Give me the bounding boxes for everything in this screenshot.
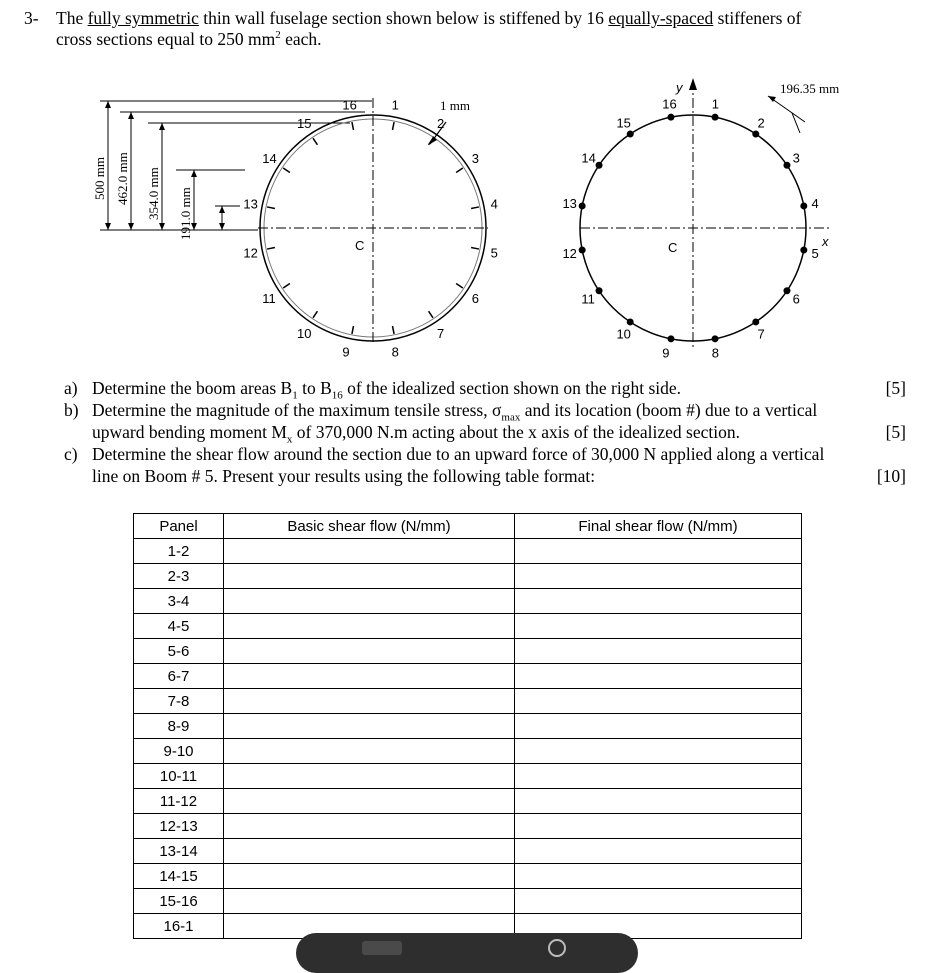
final-shear-flow-cell[interactable] — [515, 814, 802, 839]
stiffener-mark — [267, 207, 275, 209]
boom-dot — [627, 318, 634, 325]
basic-shear-flow-cell[interactable] — [224, 889, 515, 914]
basic-shear-flow-cell[interactable] — [224, 789, 515, 814]
basic-shear-flow-cell[interactable] — [224, 664, 515, 689]
final-shear-flow-cell[interactable] — [515, 614, 802, 639]
part-a-marks: [5] — [885, 378, 906, 398]
thickness-label: 1 mm — [440, 98, 470, 113]
final-shear-flow-cell[interactable] — [515, 889, 802, 914]
panel-cell: 12-13 — [134, 814, 224, 839]
boom-label: 7 — [757, 326, 765, 342]
stiffener-mark — [456, 168, 463, 172]
panel-cell: 13-14 — [134, 839, 224, 864]
axis-x-label: x — [822, 234, 829, 249]
final-shear-flow-cell[interactable] — [515, 539, 802, 564]
panel-cell: 16-1 — [134, 914, 224, 939]
stiffener-label: 6 — [471, 291, 479, 307]
stiffener-label: 2 — [437, 116, 445, 132]
stiffener-label: 16 — [342, 97, 357, 113]
panel-cell: 8-9 — [134, 714, 224, 739]
boom-label: 11 — [581, 291, 595, 307]
table-row — [134, 664, 802, 689]
table-row — [134, 714, 802, 739]
part-a: a) Determine the boom areas $B_1$ to $B_{16}$ of the idealized section shown on the right side. [5] — [64, 378, 906, 402]
panel-cell: 14-15 — [134, 864, 224, 889]
final-shear-flow-cell[interactable] — [515, 564, 802, 589]
stiffener-mark — [429, 311, 433, 318]
right-section-figure — [562, 78, 839, 361]
table-row — [134, 539, 802, 564]
table-body — [134, 539, 802, 939]
basic-shear-flow-cell[interactable] — [224, 689, 515, 714]
table-row — [134, 614, 802, 639]
question-text: The fully symmetric thin wall fuselage section shown below is stiffened by 16 equally-spaced stiffeners of cross sections equal to 250 $mm^2$ each. — [56, 8, 802, 49]
header-final-shear-flow: Final shear flow (N/mm) — [515, 514, 802, 539]
dim-191: 191.0 mm — [178, 187, 193, 240]
stiffener-mark — [352, 326, 354, 334]
basic-shear-flow-cell[interactable] — [224, 564, 515, 589]
basic-shear-flow-cell[interactable] — [224, 539, 515, 564]
boom-label: 13 — [562, 196, 577, 212]
stiffener-label: 10 — [296, 325, 312, 341]
stiffener-label: 13 — [243, 196, 258, 212]
boom-dot — [752, 318, 759, 325]
stiffener-mark — [471, 248, 479, 250]
final-shear-flow-cell[interactable] — [515, 639, 802, 664]
stiffener-mark — [313, 311, 317, 318]
question-parts — [64, 377, 914, 487]
part-c: c) Determine the shear flow around the section due to an upward force of 30,000 N applied along a vertical line on Boom # 5. Present your results using the following table format: [10] — [64, 444, 906, 486]
stiffener-label: 11 — [262, 291, 276, 307]
panel-cell: 9-10 — [134, 739, 224, 764]
boom-label: 16 — [662, 96, 677, 112]
final-shear-flow-cell[interactable] — [515, 839, 802, 864]
part-c-marks: [10] — [876, 466, 906, 486]
basic-shear-flow-cell[interactable] — [224, 589, 515, 614]
stiffener-mark — [352, 122, 354, 130]
table-row — [134, 764, 802, 789]
dim-500: 500 mm — [92, 157, 107, 200]
table-row — [134, 639, 802, 664]
stiffener-label: 15 — [296, 116, 312, 132]
basic-shear-flow-cell[interactable] — [224, 739, 515, 764]
final-shear-flow-cell[interactable] — [515, 589, 802, 614]
panel-cell: 11-12 — [134, 789, 224, 814]
final-shear-flow-cell[interactable] — [515, 789, 802, 814]
panel-cell: 6-7 — [134, 664, 224, 689]
stiffener-label: 9 — [342, 344, 350, 360]
viewer-toolbar-overlay[interactable] — [296, 933, 638, 973]
basic-shear-flow-cell[interactable] — [224, 764, 515, 789]
basic-shear-flow-cell[interactable] — [224, 814, 515, 839]
page-indicator[interactable] — [362, 941, 402, 955]
stiffener-label: 12 — [243, 245, 258, 261]
left-section-figure — [92, 97, 498, 359]
table-row — [134, 839, 802, 864]
boom-dot — [783, 287, 790, 294]
table-row — [134, 889, 802, 914]
left-centroid-label: C — [355, 238, 365, 253]
boom-label: 3 — [792, 150, 800, 166]
boom-label: 9 — [662, 345, 670, 361]
boom-label: 1 — [711, 96, 720, 112]
table-row — [134, 589, 802, 614]
zoom-icon[interactable] — [548, 939, 566, 957]
table-row — [134, 864, 802, 889]
part-b-marks: [5] — [885, 422, 906, 442]
radius-label: 196.35 mm — [780, 81, 840, 96]
final-shear-flow-cell[interactable] — [515, 664, 802, 689]
stiffener-mark — [313, 138, 317, 145]
table-row — [134, 739, 802, 764]
header-panel: Panel — [134, 514, 224, 539]
final-shear-flow-cell[interactable] — [515, 864, 802, 889]
boom-label: 14 — [581, 150, 596, 166]
dim-354: 354.0 mm — [146, 167, 161, 220]
boom-label: 5 — [811, 245, 819, 261]
final-shear-flow-cell[interactable] — [515, 689, 802, 714]
boom-dot — [712, 114, 719, 121]
boom-label: 4 — [811, 196, 819, 212]
right-centroid-label: C — [668, 240, 678, 255]
boom-dot — [596, 162, 603, 169]
boom-dot — [800, 247, 807, 254]
boom-dot — [712, 335, 719, 342]
panel-cell: 3-4 — [134, 589, 224, 614]
panel-cell: 15-16 — [134, 889, 224, 914]
panel-cell: 1-2 — [134, 539, 224, 564]
stiffener-mark — [283, 284, 290, 288]
header-basic-shear-flow: Basic shear flow (N/mm) — [224, 514, 515, 539]
figure — [0, 0, 930, 372]
panel-cell: 7-8 — [134, 689, 224, 714]
underlined-fully-symmetric: fully symmetric — [87, 8, 199, 28]
boom-dot — [752, 131, 759, 138]
boom-dot — [579, 247, 586, 254]
basic-shear-flow-cell[interactable] — [224, 864, 515, 889]
stiffener-label: 7 — [437, 325, 445, 341]
boom-dot — [783, 162, 790, 169]
shear-flow-table — [133, 513, 802, 939]
basic-shear-flow-cell[interactable] — [224, 639, 515, 664]
stiffener-mark — [471, 207, 479, 209]
final-shear-flow-cell[interactable] — [515, 764, 802, 789]
boom-label: 6 — [792, 291, 800, 307]
stiffener-mark — [283, 168, 290, 172]
panel-cell: 10-11 — [134, 764, 224, 789]
basic-shear-flow-cell[interactable] — [224, 839, 515, 864]
panel-cell: 2-3 — [134, 564, 224, 589]
stiffener-mark — [393, 122, 395, 130]
boom-dot — [667, 114, 674, 121]
part-b: b) Determine the magnitude of the maximum tensile stress, $\sigma_{max}$ and its location (boom #) due to a vertical upward bending moment $M_x$ of 370,000 N.m acting about the x axis of the idealized section. [5] — [64, 400, 906, 446]
boom-dot — [596, 287, 603, 294]
boom-dot — [800, 202, 807, 209]
underlined-equally-spaced: equally-spaced — [608, 8, 714, 28]
stiffener-label: 4 — [490, 196, 498, 212]
panel-cell: 4-5 — [134, 614, 224, 639]
boom-dot — [667, 335, 674, 342]
table-row — [134, 789, 802, 814]
final-shear-flow-cell[interactable] — [515, 714, 802, 739]
stiffener-label: 8 — [391, 344, 399, 360]
stiffener-label: 14 — [262, 150, 277, 166]
stiffener-label: 5 — [490, 245, 498, 261]
stiffener-label: 1 — [391, 97, 399, 113]
boom-label: 12 — [562, 245, 577, 261]
stiffener-mark — [267, 248, 275, 250]
stiffener-mark — [456, 284, 463, 288]
panel-cell: 5-6 — [134, 639, 224, 664]
stiffener-mark — [393, 326, 395, 334]
boom-label: 8 — [711, 345, 720, 361]
final-shear-flow-cell[interactable] — [515, 739, 802, 764]
boom-label: 10 — [616, 326, 631, 342]
table-header-row — [134, 514, 802, 539]
stiffener-label: 3 — [471, 150, 479, 166]
table-row — [134, 689, 802, 714]
boom-label: 2 — [757, 115, 765, 131]
table-row — [134, 564, 802, 589]
boom-dot — [627, 131, 634, 138]
table-row — [134, 814, 802, 839]
dim-462: 462.0 mm — [115, 152, 130, 205]
question-number: 3- — [24, 8, 39, 28]
boom-dot — [579, 202, 586, 209]
boom-label: 15 — [616, 115, 631, 131]
basic-shear-flow-cell[interactable] — [224, 714, 515, 739]
basic-shear-flow-cell[interactable] — [224, 614, 515, 639]
axis-y-label: y — [676, 80, 683, 95]
